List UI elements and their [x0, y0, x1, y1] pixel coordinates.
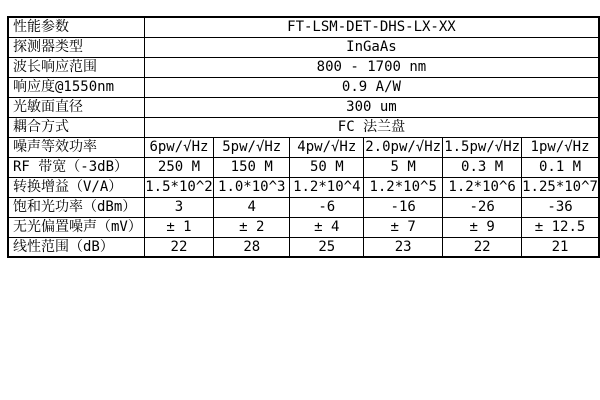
spec-value-active-area: 300 um — [144, 97, 599, 117]
rf-bandwidth-value-2: 150 M — [214, 157, 290, 177]
conversion-gain-value-3: 1.2*10^4 — [290, 177, 364, 197]
saturation-power-value-2: 4 — [214, 197, 290, 217]
table-row-conversion-gain — [8, 177, 599, 197]
spec-label-saturation-power: 饱和光功率（dBm） — [8, 197, 144, 217]
spec-value-model-number: FT-LSM-DET-DHS-LX-XX — [144, 17, 599, 37]
spec-label-coupling: 耦合方式 — [8, 117, 144, 137]
linear-range-value-2: 28 — [214, 237, 290, 257]
conversion-gain-value-2: 1.0*10^3 — [214, 177, 290, 197]
spec-value-responsivity: 0.9 A/W — [144, 77, 599, 97]
rf-bandwidth-value-6: 0.1 M — [522, 157, 599, 177]
conversion-gain-value-1: 1.5*10^2 — [145, 179, 213, 195]
nep-value-6: 1pw/√Hz — [522, 137, 599, 157]
linear-range-value-5: 22 — [443, 237, 522, 257]
saturation-power-value-4: -16 — [364, 197, 443, 217]
rf-bandwidth-value-4: 5 M — [364, 157, 443, 177]
rf-bandwidth-value-1: 250 M — [144, 157, 213, 177]
spec-label-wavelength-range: 波长响应范围 — [8, 57, 144, 77]
saturation-power-value-3: -6 — [290, 197, 364, 217]
dark-bias-noise-value-3: ± 4 — [290, 217, 364, 237]
table-row-wavelength-range — [8, 57, 599, 77]
table-row-coupling — [8, 117, 599, 137]
linear-range-value-4: 23 — [364, 237, 443, 257]
table-row-performance-model — [8, 17, 599, 37]
detector-spec-table — [7, 16, 600, 258]
nep-value-3: 4pw/√Hz — [290, 137, 364, 157]
spec-label-responsivity: 响应度@1550nm — [8, 77, 144, 97]
spec-value-coupling: FC 法兰盘 — [144, 117, 599, 137]
saturation-power-value-6: -36 — [522, 197, 599, 217]
spec-label-rf-bandwidth: RF 带宽（-3dB） — [8, 157, 144, 177]
spec-label-nep: 噪声等效功率 — [8, 137, 144, 157]
nep-value-1: 6pw/√Hz — [144, 137, 213, 157]
table-row-responsivity — [8, 77, 599, 97]
dark-bias-noise-value-6: ± 12.5 — [522, 217, 599, 237]
linear-range-value-6: 21 — [522, 237, 599, 257]
dark-bias-noise-value-5: ± 9 — [443, 217, 522, 237]
rf-bandwidth-value-5: 0.3 M — [443, 157, 522, 177]
spec-label-conversion-gain: 转换增益（V/A） — [8, 177, 144, 197]
spec-value-detector-type: InGaAs — [144, 37, 599, 57]
spec-label-performance-params: 性能参数 — [8, 17, 144, 37]
nep-value-5: 1.5pw/√Hz — [444, 139, 521, 155]
table-row-rf-bandwidth — [8, 157, 599, 177]
dark-bias-noise-value-1: ± 1 — [144, 217, 213, 237]
spec-label-linear-range: 线性范围（dB） — [8, 237, 144, 257]
spec-label-detector-type: 探测器类型 — [8, 37, 144, 57]
spec-value-wavelength-range: 800 - 1700 nm — [144, 57, 599, 77]
table-row-detector-type — [8, 37, 599, 57]
table-row-dark-bias-noise — [8, 217, 599, 237]
spec-label-dark-bias-noise: 无光偏置噪声（mV） — [8, 217, 144, 237]
table-row-active-area — [8, 97, 599, 117]
nep-value-4: 2.0pw/√Hz — [365, 139, 442, 155]
conversion-gain-value-4: 1.2*10^5 — [364, 177, 443, 197]
table-row-saturation-power — [8, 197, 599, 217]
rf-bandwidth-value-3: 50 M — [290, 157, 364, 177]
linear-range-value-1: 22 — [144, 237, 213, 257]
saturation-power-value-1: 3 — [144, 197, 213, 217]
dark-bias-noise-value-4: ± 7 — [364, 217, 443, 237]
spec-label-active-area: 光敏面直径 — [8, 97, 144, 117]
conversion-gain-value-6: 1.25*10^7 — [522, 179, 598, 195]
dark-bias-noise-value-2: ± 2 — [214, 217, 290, 237]
linear-range-value-3: 25 — [290, 237, 364, 257]
table-row-linear-range — [8, 237, 599, 257]
saturation-power-value-5: -26 — [443, 197, 522, 217]
table-row-nep — [8, 137, 599, 157]
nep-value-2: 5pw/√Hz — [214, 137, 290, 157]
conversion-gain-value-5: 1.2*10^6 — [443, 177, 522, 197]
